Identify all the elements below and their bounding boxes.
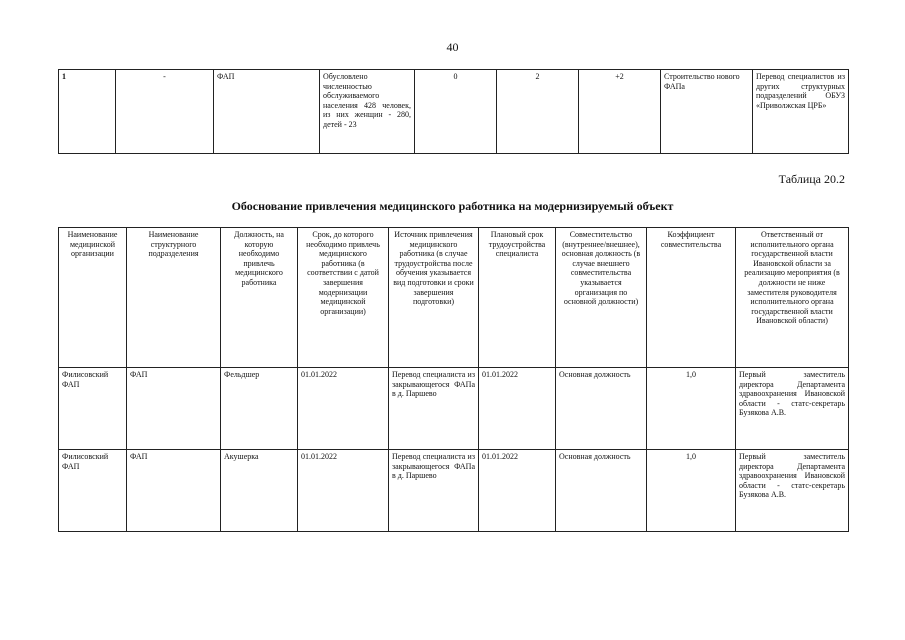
cell-v3: +2	[579, 70, 661, 154]
cell-v1: 0	[415, 70, 497, 154]
header-cell: Должность, на которую необходимо привлечь медицинского работника	[221, 228, 298, 368]
header-cell: Наименование медицинской организации	[59, 228, 127, 368]
cell-combination: Основная должность	[556, 450, 647, 532]
cell-responsible: Первый заместитель директора Департамента здравоохранения Ивановской области - статс-секретарь Бузякова А.В.	[736, 450, 849, 532]
cell-responsible: Первый заместитель директора Департамента здравоохранения Ивановской области - статс-секретарь Бузякова А.В.	[736, 368, 849, 450]
cell-v2: 2	[497, 70, 579, 154]
header-cell: Наименование структурного подразделения	[127, 228, 221, 368]
header-cell: Совместительство (внутреннее/внешнее), основная должность (в случае внешнего совместительства указывается организация по основной должности)	[556, 228, 647, 368]
table-label: Таблица 20.2	[778, 172, 845, 186]
cell-coef: 1,0	[647, 450, 736, 532]
cell-combination: Основная должность	[556, 368, 647, 450]
continuation-table	[58, 69, 849, 154]
cell-deadline: 01.01.2022	[298, 368, 389, 450]
header-cell: Плановый срок трудоустройства специалиста	[479, 228, 556, 368]
cell-coef: 1,0	[647, 368, 736, 450]
cell-planned: 01.01.2022	[479, 368, 556, 450]
header-cell: Источник привлечения медицинского работника (в случае трудоустройства после обучения указывается вид подготовки и сроки завершения подготовки)	[389, 228, 479, 368]
table-row	[59, 368, 849, 450]
cell-num: 1	[59, 70, 116, 154]
page-number: 40	[446, 40, 459, 54]
cell-dash: -	[116, 70, 214, 154]
cell-unit: ФАП	[127, 450, 221, 532]
cell-planned: 01.01.2022	[479, 450, 556, 532]
header-cell: Срок, до которого необходимо привлечь медицинского работника (в соответствии с датой завершения модернизации медицинской организации)	[298, 228, 389, 368]
cell-fap: ФАП	[214, 70, 320, 154]
table-row	[59, 450, 849, 532]
cell-source: Перевод специалиста из закрывающегося ФАПа в д. Паршево	[389, 450, 479, 532]
recruitment-table	[58, 227, 849, 532]
cell-justification: Обусловлено численностью обслуживаемого населения 428 человек, из них женщин - 280, детей - 23	[320, 70, 415, 154]
cell-unit: ФАП	[127, 368, 221, 450]
cell-construction: Строительство нового ФАПа	[661, 70, 753, 154]
cell-source: Перевод специалиста из закрывающегося ФАПа в д. Паршево	[389, 368, 479, 450]
table-row	[59, 70, 849, 154]
cell-org: Филисовский ФАП	[59, 450, 127, 532]
cell-deadline: 01.01.2022	[298, 450, 389, 532]
cell-position: Фельдшер	[221, 368, 298, 450]
cell-org: Филисовский ФАП	[59, 368, 127, 450]
header-cell: Коэффициент совместительства	[647, 228, 736, 368]
cell-position: Акушерка	[221, 450, 298, 532]
cell-transfer: Перевод специалистов из других структурных подразделений ОБУЗ «Приволжская ЦРБ»	[753, 70, 849, 154]
header-cell: Ответственный от исполнительного органа государственной власти Ивановской области за реализацию мероприятия (в должности не ниже заместителя руководителя исполнительного органа государственной власти Ивановской области)	[736, 228, 849, 368]
header-row	[59, 228, 849, 368]
table-title: Обоснование привлечения медицинского работника на модернизируемый объект	[231, 199, 674, 213]
